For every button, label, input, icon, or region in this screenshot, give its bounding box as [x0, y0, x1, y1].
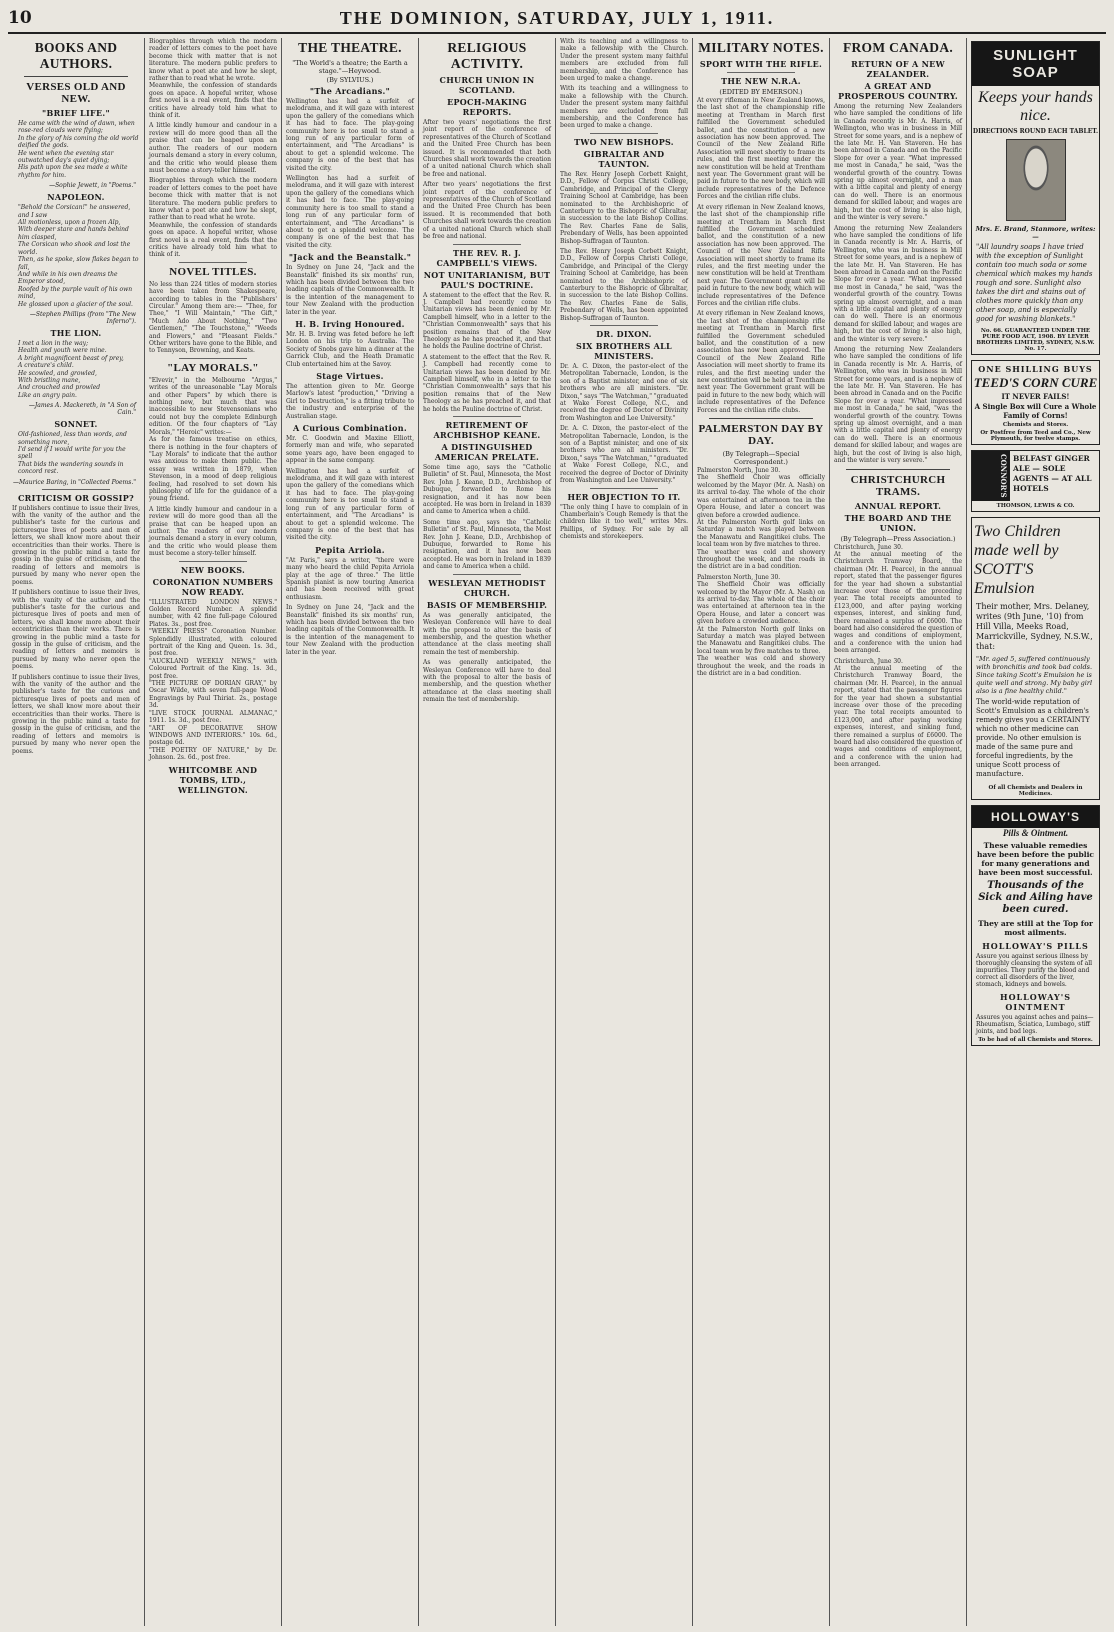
article-title: HER OBJECTION TO IT.	[567, 491, 681, 502]
sunlight-soap-ad	[971, 41, 1100, 355]
article-text: Some time ago, says the "Catholic Bulletin" of St. Paul, Minnesota, the Most Rev. John J. Keane, D.D., Archbishop of Dubuque, forwarded to Rome his resignation, and it has now been accepted. He was born in Ireland in 1839 and came to America when a child.	[423, 464, 551, 516]
ad-line: These valuable remedies have been before the public for many generations and have been most successful.	[977, 840, 1094, 877]
section-heading: BOOKS AND AUTHORS.	[34, 40, 118, 71]
article-text: At every rifleman in New Zealand knows, the last shot of the championship rifle meeting at Trentham in March first fulfilled the Government scheduled ballot, and the constitution of a new association has now been approved. The Council of the New Zealand Rifle Association will meet shortly to frame its rules, and the first meeting under the new constitution will be held at Trentham next year. The Government grant will be paid in future to the new body, which will include representatives of the Defence Forces and the civilian rifle clubs.	[697, 203, 825, 307]
article-title: SPORT WITH THE RIFLE.	[699, 59, 823, 69]
article-title: NEW BOOKS.	[180, 564, 246, 575]
article-title: RETIREMENT OF ARCHBISHOP KEANE.	[433, 420, 541, 440]
article-text: "At Paris," says a writer, "there were many who heard the child Pepita Arriola play at the age of three." The little Spanish pianist is now touring America and has been received with great enthusiasm.	[286, 556, 414, 601]
article-byline: (By Telegraph—Press Association.)	[840, 534, 956, 543]
divider	[590, 488, 658, 489]
column-religious-continued	[556, 38, 693, 1626]
poem-byline: —Stephen Phillips (from "The New Inferno").	[29, 310, 136, 325]
article-title: DR. DIXON.	[596, 329, 652, 339]
article-text: Among the returning New Zealanders who have sampled the conditions of life in Canada recently is Mr. A. Harris, of Wellington, who was in business in Mill Street for some years, and is a nephew of the late Mr. H. Van Staveren. He has been abroad in Canada and on the Pacific Slope for over a year. "What impressed me most in Canada," he said, "was the wonderful growth of the country. Towns spring up almost overnight, and a man with a little capital and plenty of energy can do well. There is an enormous demand for skilled labour, and wages are high, but the cost of living is also high, and the winter is very severe."	[834, 224, 962, 343]
columns	[8, 38, 1106, 1626]
ad-fine-print: To be had of all Chemists and Stores.	[978, 1036, 1093, 1043]
article-text: A statement to the effect that the Rev. R. J. Campbell had recently come to Unitarian views has been denied by Mr. Campbell himself, who in a letter to the "Christian Commonwealth" says that his position remains that of the New Theology as he has preached it, and that he holds the Pauline doctrine of Christ.	[423, 291, 551, 351]
poem-title: SONNET.	[54, 419, 98, 430]
section-heading: THE THEATRE.	[298, 40, 402, 55]
article-text: After two years' negotiations the first joint report of the conference of representatives of the Church of Scotland and the United Free Church has been issued. It is recommended that both Churches shall work towards the creation of a united national Church which shall be free and national.	[423, 181, 551, 241]
poem-title: THE LION.	[50, 327, 102, 338]
ad-section-title: HOLLOWAY'S OINTMENT	[1000, 991, 1071, 1012]
article-title: PALMERSTON DAY BY DAY.	[698, 423, 824, 448]
article-text: Among the returning New Zealanders who have sampled the conditions of life in Canada recently is Mr. A. Harris, of Wellington, who was in business in Mill Street for some years, and is a nephew of the late Mr. H. Van Staveren. He has been abroad in Canada and on the Pacific Slope for over a year. "What impressed me most in Canada," he said, "was the wonderful growth of the country. Towns spring up almost overnight, and a man with a little capital and plenty of energy can do well. There is an enormous demand for skilled labour, and wages are high, but the cost of living is also high, and the winter is very severe."	[834, 103, 962, 222]
article-title: CRITICISM OR GOSSIP?	[17, 492, 134, 503]
divider	[179, 358, 247, 359]
article-text: Biographies through which the modern reader of letters comes to the poet have become thick with matter that is not literature. The modern public prefers to know what a poet ate and how he slept, rather than to read what he wrote. Meanwhile, the confession of standards goes on apace. A hopeful writer, whose first novel is a real event, finds that the critics have already told him what to think of it.	[149, 177, 277, 259]
article-title: RETURN OF A NEW ZEALANDER.	[851, 59, 945, 79]
ad-agents: THOMSON, LEWIS & CO.	[996, 502, 1075, 509]
masthead	[8, 4, 1106, 34]
section-byline: (By SYLVIUS.)	[326, 76, 374, 84]
article-subtitle: A GREAT AND PROSPEROUS COUNTRY.	[838, 81, 958, 101]
book-list: "ILLUSTRATED LONDON NEWS." Golden Record Number. A splendid number, with 42 fine full-page Coloured Plates. 3s., post free. "WEEKLY PRESS" Coronation Number. Splendidly illustrated, with coloured portrait of the King and Queen. 1s. 3d., post free. "AUCKLAND WEEKLY NEWS," with Coloured Portrait of the King. 1s. 3d., post free. "THE PICTURE OF DORIAN GRAY," by Oscar Wilde, with seven full-page Wood Engravings by Paul Thiriat. 2s., postage 3d. "LIVE STOCK JOURNAL ALMANAC," 1911. 1s. 3d., post free. "ART OF DECORATIVE SHOW WINDOWS AND INTERIORS." 10s. 6d., postage 6d. "THE POETRY OF NATURE," by Dr. Johnson. 2s. 6d., post free.	[149, 598, 277, 762]
article-subtitle: THE NEW N.R.A.	[721, 76, 801, 86]
article-subtitle: A DISTINGUISHED AMERICAN PRELATE.	[434, 442, 540, 462]
divider	[590, 133, 658, 134]
article-title: H. B. Irving Honoured.	[295, 318, 405, 329]
article-title: WESLEYAN METHODIST CHURCH.	[428, 577, 546, 598]
ad-product-name: TEED'S CORN CURE	[973, 375, 1098, 390]
poem-text: He came with the wind of dawn, when rose-red clouds were flying; In the glory of his coming the old world deified the gods. He went when the evening star outwatched day's quiet dying; His path upon the sea made a white rhythm for him.	[18, 120, 139, 179]
article-text: At every rifleman in New Zealand knows, the last shot of the championship rifle meeting at Trentham in March first fulfilled the Government scheduled ballot, and the constitution of a new association has now been approved. The Council of the New Zealand Rifle Association will meet shortly to frame its rules, and the first meeting under the new constitution will be held at Trentham next year. The Government grant will be paid in future to the new body, which will include representatives of the Defence Forces and the civilian rifle clubs.	[697, 97, 825, 201]
article-subtitle: GIBRALTAR AND TAUNTON.	[583, 148, 665, 169]
article-title: "The Arcadians."	[309, 86, 391, 96]
article-subtitle: SIX BROTHERS ALL MINISTERS.	[576, 341, 672, 361]
ad-testimonial: "All laundry soaps I have tried with the exception of Sunlight contain too much soda or some chemical which makes my hands rough and sore. Sunlight also takes the dirt and stains out of clothes more quickly than any other soap, and is especially good for washing blankets."	[976, 243, 1093, 323]
article-text: Mr. C. Goodwin and Maxine Elliott, formerly man and wife, who separated some years ago, have been engaged to appear in the same company.	[286, 435, 414, 465]
section-heading: FROM CANADA.	[842, 40, 954, 55]
article-text: "The only thing I have to complain of in Chamberlain's Cough Remedy is that the children like it too well," writes Mrs. Phillips, of Sydney. For sale by all chemists and storekeepers.	[560, 503, 688, 541]
sunlight-logo: SUNLIGHT SOAP	[972, 42, 1099, 86]
ad-fine-print: No. 66. GUARANTEED UNDER THE PURE FOOD ACT, 1908. BY LEVER BROTHERS LIMITED, SYDNEY, N.S.W. No. 17.	[976, 328, 1095, 352]
column-military-notes	[693, 38, 830, 1626]
divider	[453, 574, 521, 575]
article-text: A statement to the effect that the Rev. R. J. Campbell had recently come to Unitarian views has been denied by Mr. Campbell himself, who in a letter to the "Christian Commonwealth" says that his position remains that of the New Theology as he has preached it, and that he holds the Pauline doctrine of Christ.	[423, 353, 551, 413]
divider	[590, 325, 658, 326]
divider	[179, 262, 247, 263]
bottle-label: CONNOR'S	[972, 451, 1010, 501]
section-heading: MILITARY NOTES.	[698, 40, 824, 55]
column-books-and-authors	[8, 38, 145, 1626]
section-tagline: "The World's a theatre; the Earth a stage."—Heywood.	[292, 59, 408, 75]
ad-section-title: HOLLOWAY'S PILLS	[982, 940, 1089, 951]
article-title: "LAY MORALS."	[167, 361, 259, 374]
article-title: A Curious Combination.	[293, 423, 407, 434]
poem-byline: —Maurice Baring, in "Collected Poems."	[13, 478, 136, 486]
ad-text: Their mother, Mrs. Delaney, writes (9th June, '10) from Hill Villa, Meeks Road, Marrickville, Sydney, N.S.W., that:	[976, 601, 1093, 651]
poem-title: NAPOLEON.	[47, 192, 105, 203]
article-text: The attention given to Mr. George Marlow's latest "production," "Driving a Girl to Destruction," is a fitting tribute to the industry and enterprise of the Australian stage.	[286, 383, 414, 420]
poem-title: "BRIEF LIFE."	[42, 108, 110, 118]
poem-text: Old-fashioned, less than words, and something more, I'd send if I would write for you the spell That bids the wandering sounds in concord rest.	[18, 431, 127, 476]
ad-subtitle: Pills & Ointment.	[1002, 827, 1069, 838]
article-text: If publishers continue to issue their lives, with the vanity of the author and the publisher's taste for the curious and picturesque lives of poets and men of letters, we shall know more about their eccentricities than their works. There is growing in the public mind a taste for gossip in the guise of criticism, and the reading of letters and memoirs is pursued by many who never open the poems.	[12, 673, 140, 755]
article-subtitle: BASIS OF MEMBERSHIP.	[426, 599, 548, 610]
divider	[42, 489, 110, 490]
article-subtitle: ANNUAL REPORT.	[854, 500, 942, 511]
divider	[24, 76, 128, 77]
article-text: If publishers continue to issue their lives, with the vanity of the author and the publisher's taste for the curious and picturesque lives of poets and men of letters, we shall know more about their eccentricities than their works. There is growing in the public mind a taste for gossip in the guise of criticism, and the reading of letters and memoirs is pursued by many who never open the poems.	[12, 589, 140, 671]
article-text: "Elvevir," in the Melbourne "Argus," writes of the unreasonable "Lay Morals and other Papers" by which there is nothing new, but much that was inaccessible to new Stevensonians who could not buy the complete Edinburgh edition. Of the four chapters of "Lay Morals," "Heroic" writes:— As for the famous treatise on ethics, there is nothing in the four chapters of "Lay Morals" to indicate that the author was anxious to make them public. The essay was written in 1879, when Stevenson, in a mood of deep religious feeling, had resolved to set down his philosophy of life for the guidance of a young friend.	[149, 376, 277, 503]
column-from-canada	[830, 38, 967, 1626]
ad-product-name: HOLLOWAY'S	[972, 806, 1099, 828]
poem-text: "Behold the Corsican!" he answered, and I saw All motionless, upon a frozen Alp, With deeper stare and hands behind him clasped, The Corsican who shook and lost the world. Then, as he spoke, slow flakes began to fall, And while in his own dreams the Emperor stood, Roofed by the purple vault of his own mind, He glossed upon a glacier of the soul.	[18, 204, 139, 308]
page-number: 10	[8, 8, 32, 28]
article-subtitle: THE BOARD AND THE UNION.	[844, 512, 952, 533]
scotts-emulsion-ad	[971, 517, 1100, 800]
ad-heading: Two Children made well by SCOTT'S Emulsion	[974, 522, 1061, 597]
ad-fine-print: Or Postfree from Teed and Co., New Plymouth, for twelve stamps.	[980, 430, 1091, 442]
article-text: In Sydney on June 24, "Jack and the Beanstalk" finished its six months' run, which has been divided between the two leading capitals of the Commonwealth. It is the intention of the management to tour New Zealand with the production later in the year.	[286, 264, 414, 316]
ad-caption: Mrs. E. Brand, Stanmore, writes:—	[975, 225, 1096, 241]
ad-fine-print: Chemists and Stores.	[1002, 422, 1069, 428]
divider	[846, 469, 950, 470]
article-title: CHURCH UNION IN SCOTLAND.	[439, 75, 535, 95]
divider	[727, 72, 795, 73]
article-text: With its teaching and a willingness to make a fellowship with the Church. Under the present system many faithful members are excluded from full membership, and the Conference has been urged to make a change.	[560, 85, 688, 130]
article-title: Pepita Arriola.	[315, 544, 385, 555]
article-text: In Sydney on June 24, "Jack and the Beanstalk" finished its six months' run, which has been divided between the two leading capitals of the Commonwealth. It is the intention of the management to tour New Zealand with the production later in the year.	[286, 604, 414, 656]
article-subtitle: EPOCH-MAKING REPORTS.	[447, 97, 527, 117]
ad-line: Thousands of the Sick and Ailing have been cured.	[978, 879, 1093, 915]
article-text: No less than 224 titles of modern stories have been taken from Shakespeare, according to tables in the "Publishers' Circular." Among them are:— "Thee, for Thee," "I Will Maintain," "The Gift," "Much Ado About Nothing," "Two Gentlemen," "The Touchstone," "Weeds and Flowers," and "Pleasant Fields." Other writers have gone to the Bible, and to Tennyson, Browning, and Keats.	[149, 280, 277, 355]
column-advertisements	[967, 38, 1104, 1626]
article-text: The Rev. Henry Joseph Corbett Knight, D.D., Fellow of Corpus Christi College, Cambridge, and Principal of the Clergy Training School at Cambridge, has been nominated to the Archbishopric of Canterbury to the Bishopric of Gibraltar, in succession to the late Bishop Collins. The Rev. Charles Fane de Salis, Prebendary of Wells, has been appointed Bishop-Suffragan of Taunton.	[560, 170, 688, 245]
article-title: "Jack and the Beanstalk."	[288, 252, 412, 263]
article-text: After two years' negotiations the first joint report of the conference of representatives of the Church of Scotland and the United Free Church has been issued. It is recommended that both Churches shall work towards the creation of a united national Church which shall be free and national.	[423, 119, 551, 178]
article-text: Dr. A. C. Dixon, the pastor-elect of the Metropolitan Tabernacle, London, is the son of a Baptist minister, and one of six brothers who are all ministers. "Dr. Dixon," says "The Watchman," "graduated at Wake Forest College, N.C., and received the degree of Doctor of Divinity from Washington and Lee University."	[560, 425, 688, 485]
poem-byline: —James A. Mackereth, in "A Son of Cain."	[28, 402, 136, 417]
article-text: Some time ago, says the "Catholic Bulletin" of St. Paul, Minnesota, the Most Rev. John J. Keane, D.D., Archbishop of Dubuque, forwarded to Rome his resignation, and it has now been accepted. He was born in Ireland in 1839 and came to America when a child.	[423, 518, 551, 571]
article-text: Christchurch, June 30. At the annual meeting of the Christchurch Tramway Board, the chairman (Mr. H. Pearce), in the annual report, stated that the passenger figures for the year had shown a substantial increase over those of the preceding year. The total receipts amounted to £123,000, and after paying working expenses, interest, and sinking fund, there remained a surplus of £6000. The board had also considered the question of wages and conditions of employment, and a conference with the union had been arranged.	[834, 543, 962, 655]
article-text: A little kindly humour and candour in a review will do more good than all the praise that can be heaped upon an author. The readers of our modern journals demand a story in every column, and the critic who would please them must become a story-teller himself.	[149, 122, 277, 174]
ad-fine-print: DIRECTIONS ROUND EACH TABLET.	[972, 128, 1099, 135]
section-byline: (EDITED BY EMERSON.)	[719, 88, 803, 96]
article-title: TWO NEW BISHOPS.	[574, 136, 674, 147]
ad-tagline: Keeps your hands nice.	[978, 89, 1093, 124]
divider	[179, 561, 247, 562]
article-title: NOVEL TITLES.	[169, 265, 257, 278]
ad-fine-print: Of all Chemists and Dealers in Medicines.	[988, 784, 1083, 797]
bookseller-name: WHITCOMBE AND TOMBS, LTD., WELLINGTON.	[168, 764, 258, 795]
portrait-image	[1006, 139, 1066, 221]
article-text: Biographies through which the modern reader of letters comes to the poet have become thick with matter that is not literature. The modern public prefers to know what a poet ate and how he slept, rather than to read what he wrote. Meanwhile, the confession of standards goes on apace. A hopeful writer, whose first novel is a real event, finds that the critics have already told him what to think of it.	[149, 38, 277, 120]
article-text: A little kindly humour and candour in a review will do more good than all the praise that can be heaped upon an author. The readers of our modern journals demand a story in every column, and the critic who would please them must become a story-teller himself.	[149, 505, 277, 558]
article-text: Mr. H. B. Irving was feted before he left London on his trip to Australia. The Society of Snobs gave him a dinner at the Garrick Club, and the Heath Dramatic Club entertained him at the Savoy.	[286, 330, 414, 368]
paper-title: THE DOMINION, SATURDAY, JULY 1, 1911.	[339, 7, 775, 28]
poem-byline: —Sophie Jewett, in "Poems."	[49, 182, 136, 190]
article-title: THE REV. R. J. CAMPBELL'S VIEWS.	[436, 247, 538, 268]
article-text: As was generally anticipated, the Wesleyan Conference will have to deal with the proposal to alter the basis of membership, and the question whether attendance at the class meeting shall remain the test of membership.	[423, 659, 551, 704]
ad-text: The world-wide reputation of Scott's Emulsion as a children's remedy gives you a CERTAINTY which no other medicine can provide. No other emulsion is made of the same pure and forceful ingredients, by the unique Scott process of manufacture.	[976, 697, 1090, 778]
article-text: Dr. A. C. Dixon, the pastor-elect of the Metropolitan Tabernacle, London, is the son of a Baptist minister, and one of six brothers who are all ministers. "Dr. Dixon," says "The Watchman," "graduated at Wake Forest College, N.C., and received the degree of Doctor of Divinity from Washington and Lee University."	[560, 363, 688, 422]
ad-heading: ONE SHILLING BUYS	[978, 364, 1093, 374]
article-byline: (By Telegraph—Special Correspondent.)	[722, 450, 800, 467]
ad-line: A Single Box will Cure a Whole Family of Corns!	[974, 402, 1097, 420]
ad-text: Assures you against aches and pains—Rheumatism, Sciatica, Lumbago, stiff joints, and bad legs.	[976, 1013, 1094, 1035]
article-text: At every rifleman in New Zealand knows, the last shot of the championship rifle meeting at Trentham in March first fulfilled the Government scheduled ballot, and the constitution of a new association has now been approved. The Council of the New Zealand Rifle Association will meet shortly to frame its rules, and the first meeting under the new constitution will be held at Trentham next year. The Government grant will be paid in future to the new body, which will include representatives of the Defence Forces and the civilian rifle clubs.	[697, 310, 825, 414]
teeds-corn-cure-ad	[971, 360, 1100, 445]
article-text: Christchurch, June 30. At the annual meeting of the Christchurch Tramway Board, the chairman (Mr. H. Pearce), in the annual report, stated that the passenger figures for the year had shown a substantial increase over those of the preceding year. The total receipts amounted to £123,000, and after paying working expenses, interest, and sinking fund, there remained a surplus of £6000. The board had also considered the question of wages and conditions of employment, and a conference with the union had been arranged.	[834, 657, 962, 769]
article-text: Wellington has had a surfeit of melodrama, and it will gaze with interest upon the gallery of the comedians which it has had to face. The play-going community here is too small to stand a long run of any particular form of entertainment, and "The Arcadians" is about to get a splendid welcome. The company is one of the best that has visited the city.	[286, 98, 414, 172]
article-text: Wellington has had a surfeit of melodrama, and it will gaze with interest upon the gallery of the comedians which it has had to face. The play-going community here is too small to stand a long run of any particular form of entertainment, and "The Arcadians" is about to get a splendid welcome. The company is one of the best that has visited the city.	[286, 175, 414, 249]
ad-text: Assure you against serious illness by thoroughly cleansing the system of all impurities. They purify the blood and correct all disorders of the liver, stomach, kidneys and bowels.	[976, 952, 1093, 988]
section-heading: RELIGIOUS ACTIVITY.	[447, 40, 527, 71]
divider	[453, 416, 521, 417]
article-text: Wellington has had a surfeit of melodrama, and it will gaze with interest upon the gallery of the comedians which it has had to face. The play-going community here is too small to stand a long run of any particular form of entertainment, and "The Arcadians" is about to get a splendid welcome. The company is one of the best that has visited the city.	[286, 467, 414, 542]
poem-text: I met a lion in the way; Health and youth were mine. A bright magnificent beast of prey, A creature's child. He scowled, and growled, With bristling mane, And crouched and prowled Like an angry pain.	[18, 339, 124, 399]
article-text: With its teaching and a willingness to make a fellowship with the Church. Under the present system many faithful members are excluded from full membership, and the Conference has been urged to make a change.	[560, 38, 688, 83]
article-text: The Rev. Henry Joseph Corbett Knight, D.D., Fellow of Corpus Christi College, Cambridge, and Principal of the Clergy Training School at Cambridge, has been nominated to the Archbishopric of Canterbury to the Bishopric of Gibraltar, in succession to the late Bishop Collins. The Rev. Charles Fane de Salis, Prebendary of Wells, has been appointed Bishop-Suffragan of Taunton.	[560, 247, 688, 322]
ad-text: BELFAST GINGER ALE — SOLE AGENTS — AT ALL HOTELS	[1013, 454, 1092, 493]
holloways-ad	[971, 805, 1100, 1046]
article-text: As was generally anticipated, the Wesleyan Conference will have to deal with the proposal to alter the basis of membership, and the question whether attendance at the class meeting shall remain the test of membership.	[423, 611, 551, 656]
article-text: Palmerston North, June 30. The Sheffield Choir was officially welcomed by the Mayor (Mr. A. Nash) on its arrival to-day. The whole of the choir was entertained at afternoon tea in the Opera House, and later a concert was given before a crowded audience. At the Palmerston North golf links on Saturday a match was played between the Manawatu and Rangitikei clubs. The local team won by five matches to three. The weather was cold and showery throughout the week, and the roads in the district are in a bad condition.	[697, 467, 825, 571]
ad-line: IT NEVER FAILS!	[1001, 392, 1070, 401]
article-title: Stage Virtues.	[316, 371, 384, 381]
article-subtitle: NOT UNITARIANISM, BUT PAUL'S DOCTRINE.	[423, 269, 551, 290]
article-subtitle: CORONATION NUMBERS NOW READY.	[152, 576, 274, 597]
divider	[709, 418, 813, 419]
ad-line: They are still at the Top for most ailments.	[978, 918, 1093, 937]
article-title: CHRISTCHURCH TRAMS.	[850, 473, 946, 498]
column-religious-activity	[419, 38, 556, 1626]
ginger-ale-ad	[971, 450, 1100, 512]
column-books-continued	[145, 38, 282, 1626]
column-theatre	[282, 38, 419, 1626]
article-text: Among the returning New Zealanders who have sampled the conditions of life in Canada recently is Mr. A. Harris, of Wellington, who was in business in Mill Street for some years, and is a nephew of the late Mr. H. Van Staveren. He has been abroad in Canada and on the Pacific Slope for over a year. "What impressed me most in Canada," he said, "was the wonderful growth of the country. Towns spring up almost overnight, and a man with a little capital and plenty of energy can do well. There is an enormous demand for skilled labour, and wages are high, but the cost of living is also high, and the winter is very severe."	[834, 346, 962, 465]
article-text: Palmerston North, June 30. The Sheffield Choir was officially welcomed by the Mayor (Mr. A. Nash) on its arrival to-day. The whole of the choir was entertained at afternoon tea in the Opera House, and later a concert was given before a crowded audience. At the Palmerston North golf links on Saturday a match was played between the Manawatu and Rangitikei clubs. The local team won by five matches to three. The weather was cold and showery throughout the week, and the roads in the district are in a bad condition.	[697, 573, 825, 678]
divider	[453, 244, 521, 245]
article-text: If publishers continue to issue their lives, with the vanity of the author and the publisher's taste for the curious and picturesque lives of poets and men of letters, we shall know more about their eccentricities than their works. There is growing in the public mind a taste for gossip in the guise of criticism, and the reading of letters and memoirs is pursued by many who never open the poems.	[12, 504, 140, 586]
heading: VERSES OLD AND NEW.	[26, 81, 126, 105]
ad-testimonial: "Mr. aged 5, suffered continuously with bronchitis and took bad colds. Since taking Scott's Emulsion he is quite well and strong. My baby girl also is a fine healthy child."	[976, 654, 1093, 695]
